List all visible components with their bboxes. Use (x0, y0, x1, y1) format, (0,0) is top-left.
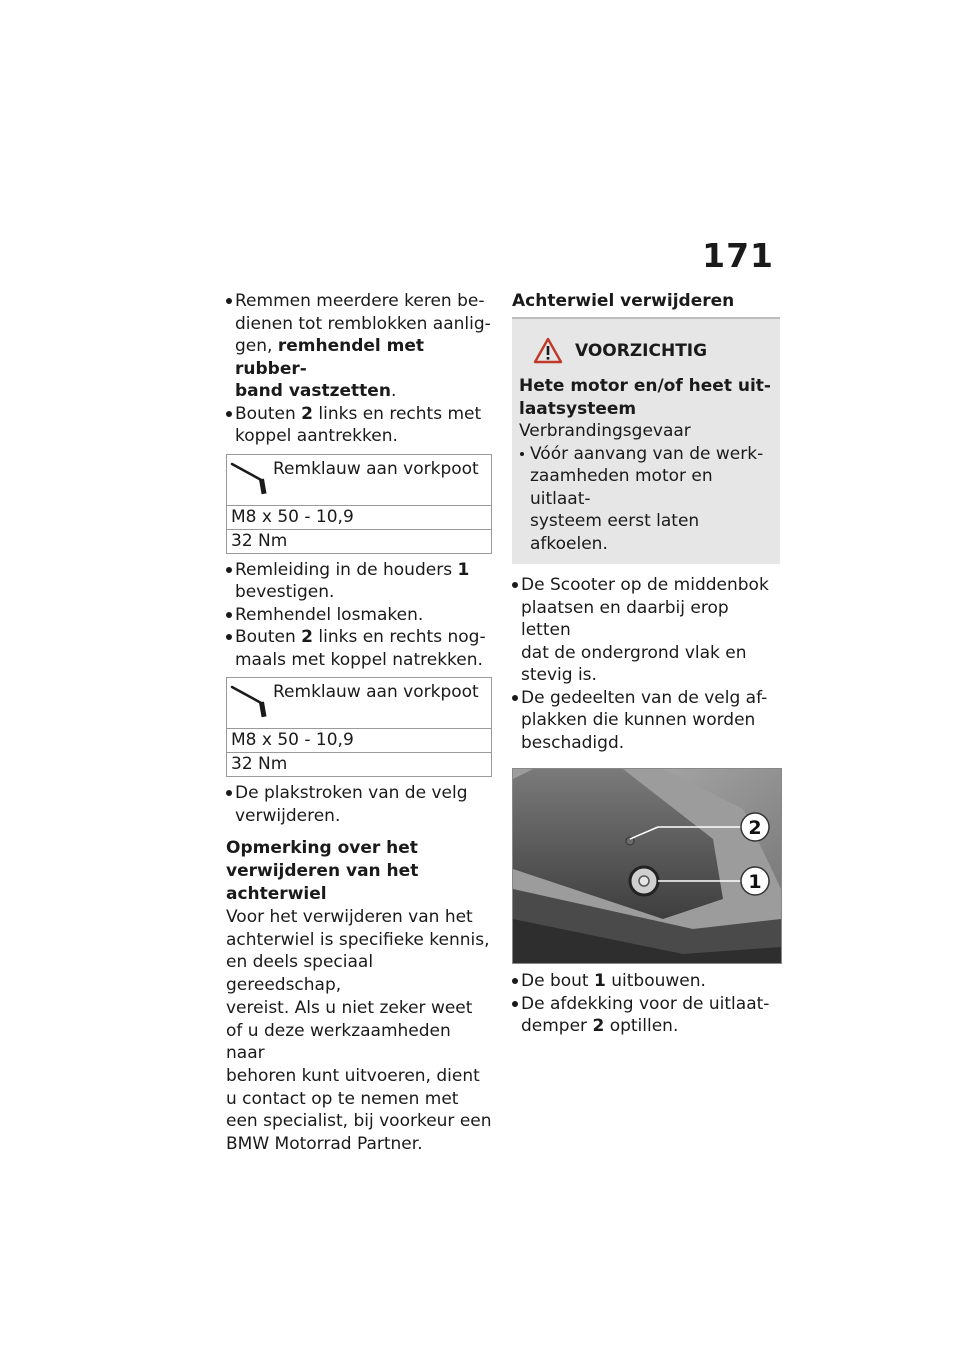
svg-text:2: 2 (748, 817, 762, 839)
warning-title: Hete motor en/of heet uit- laatsysteem (519, 376, 771, 419)
left-column (226, 290, 492, 1156)
torque-wrench-icon (227, 455, 273, 501)
warning-box (512, 319, 780, 564)
list-item: Bouten 2 links en rechts met koppel aantrekken. (226, 403, 492, 448)
page-number: 171 (702, 236, 774, 275)
torque-label: Remklauw aan vorkpoot (273, 458, 479, 479)
list-item: Vóór aanvang van de werk- zaamheden motor en uitlaat- systeem eerst laten afkoelen. (519, 443, 773, 556)
exhaust-cover-photo (512, 768, 782, 964)
note-title: Opmerking over het verwijderen van het achterwiel (226, 838, 419, 904)
right-column (512, 290, 780, 1038)
list-item: De plakstroken van de velg verwijderen. (226, 782, 492, 827)
section-heading: Achterwiel verwijderen (512, 290, 780, 319)
bullet-list (226, 559, 492, 672)
list-item: Remmen meerdere keren be- dienen tot remblokken aanlig- gen, remhendel met rubber- band vastzetten. (226, 290, 492, 403)
list-item: Remleiding in de houders 1 bevestigen. (226, 559, 492, 604)
warning-label: VOORZICHTIG (575, 341, 708, 361)
list-item: Bouten 2 links en rechts nog- maals met koppel natrekken. (226, 626, 492, 671)
svg-text:1: 1 (748, 871, 762, 893)
warning-text: Verbrandingsgevaar (519, 421, 691, 441)
bullet-list (512, 970, 780, 1038)
bullet-list (512, 574, 780, 754)
bullet-list (226, 290, 492, 448)
torque-spec: M8 x 50 - 10,9 (227, 506, 491, 530)
torque-label: Remklauw aan vorkpoot (273, 682, 479, 702)
torque-wrench-icon (227, 678, 273, 724)
note-text: Voor het verwijderen van het achterwiel is specifieke kennis, en deels speciaal gereedschap, vereist. Als u niet zeker weet of u deze werkzaamheden naar behoren kunt uitvoeren, dient u contact op te nemen met een specialist, bij voorkeur een BMW Motorrad Partner. (226, 907, 492, 1155)
torque-value: 32 Nm (231, 754, 288, 774)
torque-value: 32 Nm (231, 530, 288, 551)
list-item: De gedeelten van de velg af- plakken die kunnen worden beschadigd. (512, 687, 780, 755)
bullet-list (226, 782, 492, 827)
torque-table (226, 454, 492, 554)
warning-bullets (519, 443, 773, 556)
list-item: De Scooter op de middenbok plaatsen en daarbij erop letten dat de ondergrond vlak en stevig is. (512, 574, 780, 687)
list-item: Remhendel losmaken. (226, 604, 492, 627)
list-item: De bout 1 uitbouwen. (512, 970, 780, 993)
torque-table (226, 677, 492, 777)
list-item: De afdekking voor de uitlaat- demper 2 optillen. (512, 993, 780, 1038)
torque-spec: M8 x 50 - 10,9 (227, 729, 491, 753)
warning-triangle-icon (533, 337, 563, 365)
